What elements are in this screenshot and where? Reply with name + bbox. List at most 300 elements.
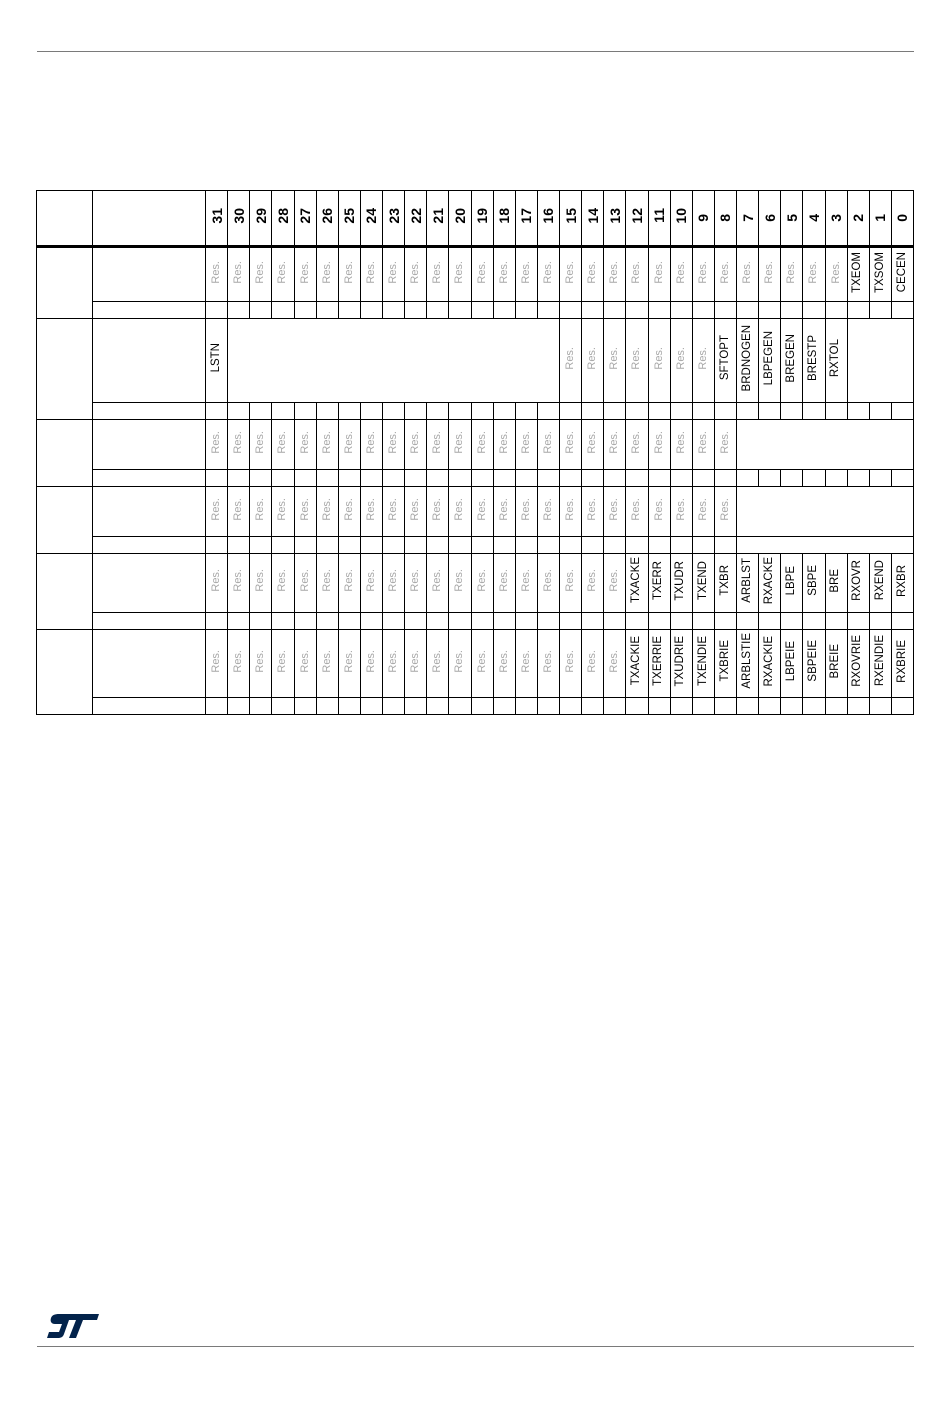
reset-value-cell — [206, 302, 228, 319]
reset-value-cell — [626, 537, 648, 554]
reset-value-cell — [449, 470, 471, 487]
reserved-bit-cell — [449, 554, 471, 613]
field-label: SFTOPT — [718, 335, 731, 381]
reserved-bit-cell — [228, 487, 250, 537]
reset-value-cell — [427, 470, 449, 487]
reset-value-cell — [803, 302, 825, 319]
bit-number: 8 — [717, 214, 734, 222]
reset-value-cell — [825, 698, 847, 715]
reserved-bit-cell — [228, 554, 250, 613]
bit-number-cell — [383, 191, 405, 247]
st-logo — [45, 1312, 101, 1340]
reset-value-cell — [582, 537, 604, 554]
reserved-label: Res. — [718, 260, 731, 284]
reserved-bit-cell — [560, 630, 582, 698]
bit-field-cell — [891, 247, 913, 302]
reset-value-cell — [737, 698, 759, 715]
reserved-label: Res. — [630, 346, 643, 370]
bit-field-cell — [759, 630, 781, 698]
bit-number: 18 — [496, 207, 513, 224]
reserved-bit-cell — [582, 319, 604, 403]
bit-field-cell — [737, 319, 759, 403]
reset-value-cell — [604, 302, 626, 319]
reserved-label: Res. — [409, 430, 422, 454]
bit-field-cell — [692, 630, 714, 698]
reserved-label: Res. — [431, 497, 444, 521]
reset-value-cell — [737, 403, 759, 420]
reset-value-cell — [891, 698, 913, 715]
reserved-bit-cell — [228, 247, 250, 302]
reset-value-cell — [316, 302, 338, 319]
reserved-label: Res. — [298, 260, 311, 284]
reset-value-cell — [405, 698, 427, 715]
reset-value-cell — [471, 698, 493, 715]
bit-field-cell — [670, 554, 692, 613]
reset-value-cell — [648, 613, 670, 630]
bit-number-cell — [759, 191, 781, 247]
reserved-bit-cell — [383, 487, 405, 537]
reserved-bit-cell — [360, 420, 382, 470]
reset-value-cell — [360, 302, 382, 319]
reserved-label: Res. — [475, 649, 488, 673]
field-label: SBPEIE — [807, 640, 820, 682]
header-register-cell — [93, 191, 206, 247]
reserved-label: Res. — [409, 649, 422, 673]
reset-value-cell — [316, 470, 338, 487]
reserved-bit-cell — [471, 630, 493, 698]
reset-value-cell — [537, 698, 559, 715]
bit-number-cell — [515, 191, 537, 247]
reset-value-cell — [537, 613, 559, 630]
bit-field-cell — [869, 247, 891, 302]
reset-value-cell — [471, 613, 493, 630]
reset-value-cell — [471, 302, 493, 319]
reserved-bit-cell — [493, 247, 515, 302]
reserved-bit-cell — [338, 487, 360, 537]
reset-value-cell — [560, 537, 582, 554]
reset-value-cell — [692, 613, 714, 630]
bit-field-cell — [781, 319, 803, 403]
bit-field-cell — [847, 554, 869, 613]
reserved-bit-cell — [360, 247, 382, 302]
reset-value-cell — [847, 302, 869, 319]
reserved-bit-cell — [604, 630, 626, 698]
reserved-label: Res. — [497, 260, 510, 284]
reset-value-cell — [250, 470, 272, 487]
reserved-bit-cell — [493, 630, 515, 698]
reserved-label: Res. — [564, 569, 577, 592]
bit-number-cell — [228, 191, 250, 247]
reserved-bit-cell — [648, 319, 670, 403]
reserved-label: Res. — [763, 260, 776, 284]
bit-number: 5 — [783, 214, 800, 222]
reset-value-cell — [294, 698, 316, 715]
reset-value-cell — [781, 698, 803, 715]
reset-value-cell — [228, 470, 250, 487]
reset-value-cell — [670, 302, 692, 319]
reserved-bit-cell — [471, 487, 493, 537]
reserved-bit-cell — [759, 247, 781, 302]
reserved-label: Res. — [210, 649, 223, 673]
reserved-label: Res. — [608, 649, 621, 673]
reserved-label: Res. — [608, 346, 621, 370]
reset-value-cell — [272, 698, 294, 715]
reset-value-cell — [360, 537, 382, 554]
reset-value-cell — [272, 537, 294, 554]
bit-number-cell — [405, 191, 427, 247]
reset-value-cell — [493, 698, 515, 715]
reset-value-cell — [670, 403, 692, 420]
bit-number-cell — [250, 191, 272, 247]
reserved-label: Res. — [519, 430, 532, 454]
reset-value-cell — [714, 613, 736, 630]
field-label: TXUDRIE — [674, 635, 687, 687]
register-field-row — [37, 630, 914, 698]
reserved-label: Res. — [586, 649, 599, 673]
reset-value-cell — [405, 470, 427, 487]
reserved-bit-cell — [670, 319, 692, 403]
reset-value-cell — [891, 470, 913, 487]
reserved-label: Res. — [586, 346, 599, 370]
reserved-label: Res. — [453, 569, 466, 592]
reset-value-cell — [825, 302, 847, 319]
reset-value-cell — [360, 698, 382, 715]
reserved-bit-cell — [206, 630, 228, 698]
register-field-row — [37, 487, 914, 537]
reserved-bit-cell — [670, 487, 692, 537]
reset-value-cell — [206, 403, 228, 420]
bit-number-cell — [692, 191, 714, 247]
reset-value-cell — [737, 302, 759, 319]
reset-value-cell — [383, 470, 405, 487]
reset-value-cell — [781, 470, 803, 487]
reserved-label: Res. — [475, 430, 488, 454]
reserved-label: Res. — [210, 569, 223, 592]
reset-value-cell — [714, 470, 736, 487]
reserved-label: Res. — [718, 430, 731, 454]
reset-value-cell — [692, 403, 714, 420]
reset-value-cell — [449, 613, 471, 630]
reset-value-cell — [206, 537, 228, 554]
reserved-label: Res. — [210, 430, 223, 454]
reserved-bit-cell — [338, 247, 360, 302]
reserved-bit-cell — [582, 420, 604, 470]
register-field-row — [37, 247, 914, 302]
reserved-bit-cell — [692, 487, 714, 537]
reset-value-cell — [272, 613, 294, 630]
register-name-cell — [93, 247, 206, 302]
reset-value-cell — [604, 470, 626, 487]
bit-number: 30 — [230, 207, 247, 224]
reset-value-cell — [405, 537, 427, 554]
reserved-bit-cell — [714, 487, 736, 537]
field-label: TXERR — [652, 561, 665, 600]
reset-value-cell — [759, 698, 781, 715]
reset-value-cell — [316, 613, 338, 630]
reserved-label: Res. — [276, 497, 289, 521]
field-label: BREGEN — [785, 333, 798, 383]
reserved-bit-cell — [206, 247, 228, 302]
reset-value-cell — [515, 302, 537, 319]
reserved-label: Res. — [210, 260, 223, 284]
reserved-label: Res. — [431, 430, 444, 454]
reserved-bit-cell — [648, 487, 670, 537]
reserved-label: Res. — [674, 430, 687, 454]
register-reset-row — [37, 302, 914, 319]
reset-value-cell — [648, 537, 670, 554]
reserved-label: Res. — [232, 497, 245, 521]
reserved-bit-cell — [537, 630, 559, 698]
reset-label-cell — [93, 470, 206, 487]
reserved-label: Res. — [409, 569, 422, 592]
field-label: RXTOL — [829, 338, 842, 378]
field-label: RXBRIE — [895, 639, 908, 683]
reserved-bit-cell — [737, 247, 759, 302]
bit-number: 20 — [451, 207, 468, 224]
reserved-bit-cell — [471, 247, 493, 302]
reserved-bit-cell — [427, 487, 449, 537]
bit-number-cell — [582, 191, 604, 247]
bit-number: 26 — [319, 207, 336, 224]
reserved-bit-cell — [626, 420, 648, 470]
reset-value-cell — [869, 302, 891, 319]
reserved-bit-cell — [515, 420, 537, 470]
bit-number-cell — [338, 191, 360, 247]
bit-field-cell — [714, 554, 736, 613]
reset-value-cell — [228, 613, 250, 630]
bit-number: 17 — [518, 207, 535, 224]
reserved-label: Res. — [475, 260, 488, 284]
reserved-bit-cell — [714, 420, 736, 470]
reserved-label: Res. — [453, 497, 466, 521]
reset-value-cell — [670, 537, 692, 554]
reserved-bit-cell — [648, 420, 670, 470]
reserved-label: Res. — [608, 260, 621, 284]
bit-number-cell — [272, 191, 294, 247]
bit-number: 25 — [341, 207, 358, 224]
reset-value-cell — [294, 613, 316, 630]
reset-value-cell — [515, 403, 537, 420]
bit-field-cell — [781, 630, 803, 698]
reserved-label: Res. — [409, 260, 422, 284]
register-reset-row — [37, 403, 914, 420]
reserved-label: Res. — [519, 497, 532, 521]
field-label: TXBRIE — [718, 640, 731, 682]
bit-number: 10 — [673, 207, 690, 224]
reserved-bit-cell — [803, 247, 825, 302]
bit-field-cell — [781, 554, 803, 613]
bit-field-cell — [847, 630, 869, 698]
register-name-cell — [93, 630, 206, 698]
bit-field-cell — [891, 554, 913, 613]
register-offset-cell — [37, 319, 93, 420]
reserved-bit-cell — [692, 420, 714, 470]
reserved-bit-cell — [714, 247, 736, 302]
bit-number: 16 — [540, 207, 557, 224]
reset-value-cell — [228, 698, 250, 715]
reset-value-cell — [405, 302, 427, 319]
field-label: RXOVR — [851, 560, 864, 601]
reset-value-cell — [692, 470, 714, 487]
field-label: TXACKIE — [630, 636, 643, 686]
bit-number-cell — [847, 191, 869, 247]
reserved-bit-cell — [604, 319, 626, 403]
reserved-label: Res. — [232, 430, 245, 454]
reserved-label: Res. — [674, 497, 687, 521]
top-rule — [37, 51, 914, 52]
reserved-label: Res. — [541, 260, 554, 284]
reset-value-cell — [383, 302, 405, 319]
reset-value-cell — [405, 613, 427, 630]
reset-value-cell — [714, 537, 736, 554]
reserved-bit-cell — [228, 630, 250, 698]
reset-value-cell — [493, 403, 515, 420]
bit-field-cell — [737, 554, 759, 613]
reset-value-cell — [869, 698, 891, 715]
reset-value-cell — [537, 403, 559, 420]
field-label: BRE — [829, 568, 842, 593]
bit-field-cell — [825, 319, 847, 403]
reserved-bit-cell — [294, 247, 316, 302]
reserved-label: Res. — [564, 346, 577, 370]
reserved-bit-cell — [582, 630, 604, 698]
reset-value-cell — [781, 403, 803, 420]
reset-value-cell — [272, 302, 294, 319]
bit-number-cell — [449, 191, 471, 247]
bit-number: 3 — [828, 214, 845, 222]
reset-value-cell — [250, 698, 272, 715]
reserved-label: Res. — [696, 497, 709, 521]
reset-value-cell — [604, 613, 626, 630]
reserved-label: Res. — [497, 649, 510, 673]
register-field-row — [37, 554, 914, 613]
reset-value-cell — [294, 470, 316, 487]
bit-number-cell — [206, 191, 228, 247]
bit-number: 12 — [628, 207, 645, 224]
bit-field-cell — [626, 630, 648, 698]
reset-value-cell — [250, 302, 272, 319]
reset-value-cell — [626, 403, 648, 420]
reset-value-cell — [670, 470, 692, 487]
reset-value-cell — [803, 613, 825, 630]
field-label: TXENDIE — [696, 636, 709, 686]
reset-value-cell — [471, 470, 493, 487]
register-field-row — [37, 420, 914, 470]
field-label: TXACKE — [630, 557, 643, 604]
reset-value-cell — [427, 537, 449, 554]
reserved-label: Res. — [254, 649, 267, 673]
reserved-bit-cell — [272, 630, 294, 698]
bit-number-cell — [427, 191, 449, 247]
reset-value-cell — [560, 470, 582, 487]
reserved-bit-cell — [206, 420, 228, 470]
register-reset-row — [37, 537, 914, 554]
reset-value-cell — [316, 537, 338, 554]
st-logo-shape — [47, 1314, 99, 1338]
reset-value-cell — [803, 403, 825, 420]
reserved-label: Res. — [564, 430, 577, 454]
reserved-bit-cell — [316, 420, 338, 470]
reserved-label: Res. — [210, 497, 223, 521]
reset-value-cell — [272, 403, 294, 420]
reserved-bit-cell — [471, 554, 493, 613]
reset-value-cell — [759, 613, 781, 630]
reserved-bit-cell — [582, 554, 604, 613]
reserved-bit-cell — [604, 554, 626, 613]
reserved-bit-cell — [383, 247, 405, 302]
bit-number-cell — [360, 191, 382, 247]
reserved-bit-cell — [427, 554, 449, 613]
reserved-label: Res. — [564, 649, 577, 673]
bit-number: 27 — [297, 207, 314, 224]
reset-value-cell — [250, 403, 272, 420]
reserved-label: Res. — [342, 497, 355, 521]
reserved-bit-cell — [405, 630, 427, 698]
reserved-label: Res. — [519, 649, 532, 673]
register-name-cell — [93, 487, 206, 537]
register-reset-row — [37, 698, 914, 715]
reset-value-cell — [891, 302, 913, 319]
reserved-bit-cell — [449, 420, 471, 470]
bit-number-cell — [493, 191, 515, 247]
reset-value-cell — [515, 470, 537, 487]
field-label: ARBLSTIE — [740, 633, 753, 689]
bit-number-cell — [869, 191, 891, 247]
reset-value-cell — [825, 613, 847, 630]
reserved-bit-cell — [250, 554, 272, 613]
reset-value-cell — [250, 537, 272, 554]
reserved-label: Res. — [497, 497, 510, 521]
reset-value-cell — [560, 698, 582, 715]
reserved-bit-cell — [604, 247, 626, 302]
reserved-bit-cell — [493, 420, 515, 470]
reset-value-cell — [847, 613, 869, 630]
reserved-label: Res. — [608, 497, 621, 521]
reserved-bit-cell — [449, 487, 471, 537]
bit-number: 24 — [363, 207, 380, 224]
reserved-label: Res. — [652, 260, 665, 284]
reserved-bit-cell — [560, 247, 582, 302]
bit-number-cell — [825, 191, 847, 247]
reserved-label: Res. — [718, 497, 731, 521]
reserved-label: Res. — [342, 430, 355, 454]
reserved-label: Res. — [431, 569, 444, 592]
reserved-label: Res. — [519, 260, 532, 284]
reserved-label: Res. — [453, 260, 466, 284]
reset-value-cell — [781, 302, 803, 319]
bit-number-cell — [737, 191, 759, 247]
reserved-label: Res. — [541, 430, 554, 454]
reserved-label: Res. — [276, 569, 289, 592]
reserved-bit-cell — [272, 487, 294, 537]
bit-number-cell — [316, 191, 338, 247]
reserved-label: Res. — [696, 346, 709, 370]
reserved-label: Res. — [586, 260, 599, 284]
reserved-bit-cell — [250, 487, 272, 537]
reset-label-cell — [93, 613, 206, 630]
reserved-bit-cell — [560, 554, 582, 613]
reset-value-cell — [383, 537, 405, 554]
reset-value-cell — [294, 537, 316, 554]
field-label: LSTN — [209, 343, 222, 373]
reserved-label: Res. — [232, 569, 245, 592]
reserved-label: Res. — [453, 649, 466, 673]
bit-field-cell — [692, 554, 714, 613]
reserved-label: Res. — [475, 497, 488, 521]
reset-value-cell — [626, 470, 648, 487]
reset-value-cell — [714, 302, 736, 319]
bit-number: 23 — [385, 207, 402, 224]
